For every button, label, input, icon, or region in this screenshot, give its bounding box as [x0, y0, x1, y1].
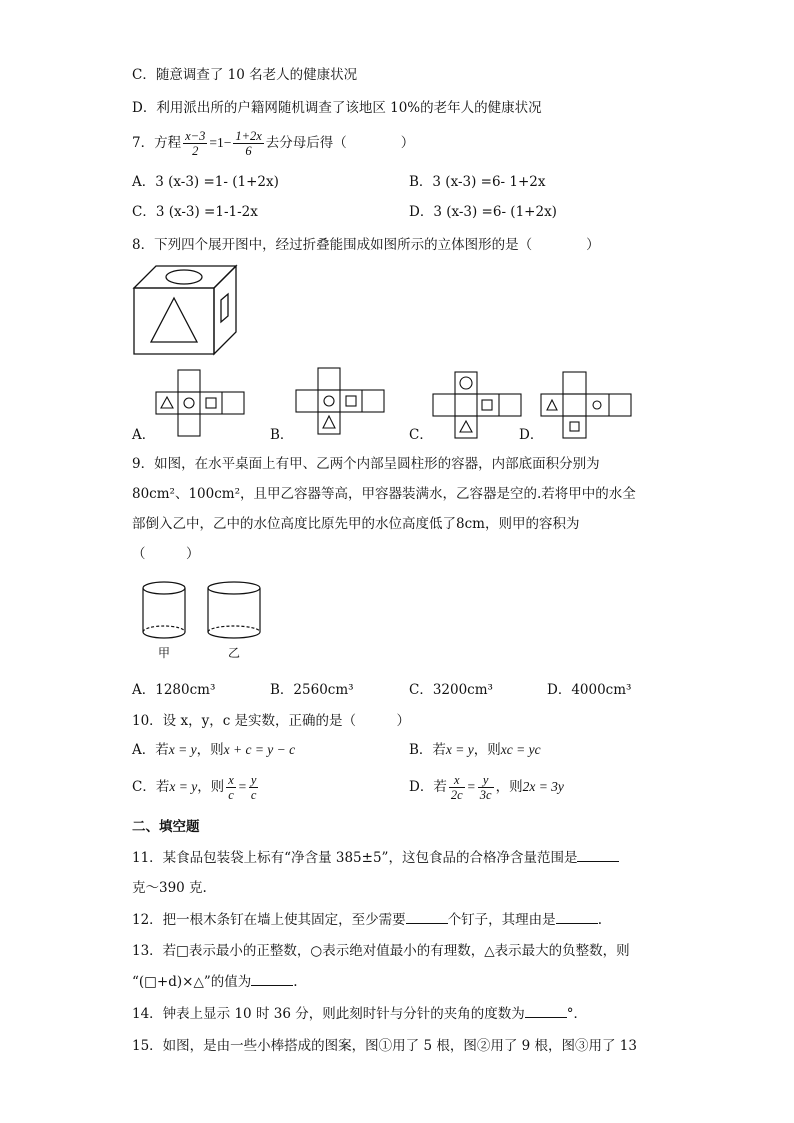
q7-option-b: B．3 (x-3) =6- 1+2x — [409, 174, 546, 190]
q9-line-3: 部倒入乙中，乙中的水位高度比原先甲的水位高度低了8cm，则甲的容积为 — [132, 516, 580, 532]
q10-option-b: B．若x = y，则xc = yc — [409, 742, 541, 758]
q10-option-a: A．若x = y，则x + c = y − c — [132, 742, 296, 758]
square-icon — [346, 396, 356, 406]
q10-option-d: D．若 $\frac{x}{2c}$ = $\frac{y}{3c}$ ，则2x = 3y — [409, 773, 564, 802]
q11-line-2: 克～390 克. — [132, 880, 207, 896]
q8-stem: 8．下列四个展开图中，经过折叠能围成如图所示的立体图形的是（ ） — [132, 237, 600, 253]
cube-figure — [132, 264, 238, 356]
q7-prefix: 7．方程 — [132, 135, 182, 151]
section-title: 二、填空题 — [132, 819, 200, 835]
circle-icon — [324, 396, 334, 406]
q7-option-a: A．3 (x-3) =1- (1+2x) — [132, 174, 279, 190]
q8-label-a: A． — [132, 427, 156, 443]
q14: 14．钟表上显示 10 时 36 分，则此刻时针与分针的夹角的度数为 °． — [132, 1006, 587, 1022]
label-jia: 甲 — [158, 646, 171, 660]
q7-stem — [132, 128, 414, 158]
net-c — [433, 370, 521, 438]
triangle-icon — [460, 421, 472, 432]
q10-stem: 10．设 x，y，c 是实数，正确的是（ ） — [132, 713, 411, 729]
q12-blank-2 — [556, 911, 598, 924]
q13-line-2: “(□+d)×△”的值为 . — [132, 974, 298, 990]
q8-label-d: D． — [519, 427, 544, 443]
square-on-side — [221, 294, 228, 322]
q11-blank — [577, 849, 619, 862]
net-b — [296, 366, 384, 436]
q8-label-b: B． — [270, 427, 294, 443]
q8-label-c: C． — [409, 427, 433, 443]
q10-option-c: C．若x = y，则 $\frac{x}{c}$ = $\frac{y}{c}$ — [132, 773, 257, 802]
q6-option-c: C．随意调查了 10 名老人的健康状况 — [132, 67, 358, 83]
q12-blank-1 — [406, 911, 448, 924]
square-icon — [570, 422, 579, 431]
q7-equals: =1− — [209, 135, 232, 150]
triangle-on-front — [151, 298, 197, 342]
q7-suffix: 去分母后得（ ） — [265, 135, 415, 151]
q9-option-a: A．1280cm³ — [132, 682, 216, 698]
circle-icon — [184, 398, 194, 408]
cube-side-face — [214, 266, 236, 354]
net-d — [541, 370, 631, 438]
container-yi — [206, 580, 266, 642]
q7-fraction-2: $\frac{1+2x}{6}$ — [235, 129, 262, 158]
q6-option-d: D．利用派出所的户籍网随机调查了该地区 10%的老年人的健康状况 — [132, 100, 542, 116]
q13-blank — [251, 973, 293, 986]
q7-option-d: D．3 (x-3) =6- (1+2x) — [409, 204, 557, 220]
container-jia — [140, 580, 194, 642]
q9-option-c: C．3200cm³ — [409, 682, 493, 698]
q15-line-1: 15．如图，是由一些小棒搭成的图案，图①用了 5 根，图②用了 9 根，图③用了 13 — [132, 1038, 637, 1054]
square-icon — [206, 398, 216, 408]
circle-icon — [593, 401, 601, 409]
square-icon — [482, 400, 492, 410]
circle-icon — [460, 377, 472, 389]
cube-top-face — [134, 266, 236, 288]
q12: 12．把一根木条钉在墙上使其固定，至少需要 个钉子，其理由是 . — [132, 912, 602, 928]
q9-option-b: B．2560cm³ — [270, 682, 354, 698]
q9-option-d: D．4000cm³ — [547, 682, 632, 698]
triangle-icon — [161, 397, 173, 408]
q7-fraction-1: $\frac{x-3}{2}$ — [185, 129, 206, 158]
q9-line-2: 80cm²、100cm²，且甲乙容器等高，甲容器装满水，乙容器是空的.若将甲中的水全 — [132, 486, 636, 502]
q13-line-1: 13．若□表示最小的正整数，○表示绝对值最小的有理数，△表示最大的负整数，则 — [132, 943, 630, 959]
q7-option-c: C．3 (x-3) =1-1-2x — [132, 204, 258, 220]
label-yi: 乙 — [228, 646, 241, 660]
q9-answer-blank: （ ） — [132, 546, 200, 562]
triangle-icon — [323, 416, 335, 428]
net-a — [156, 368, 244, 436]
q14-blank — [525, 1005, 567, 1018]
triangle-icon — [547, 400, 557, 410]
circle-on-top — [166, 270, 202, 284]
q11-line-1: 11．某食品包装袋上标有“净含量 385±5”，这包食品的合格净含量范围是 — [132, 849, 619, 867]
q9-line-1: 9．如图，在水平桌面上有甲、乙两个内部呈圆柱形的容器，内部底面积分别为 — [132, 456, 600, 472]
